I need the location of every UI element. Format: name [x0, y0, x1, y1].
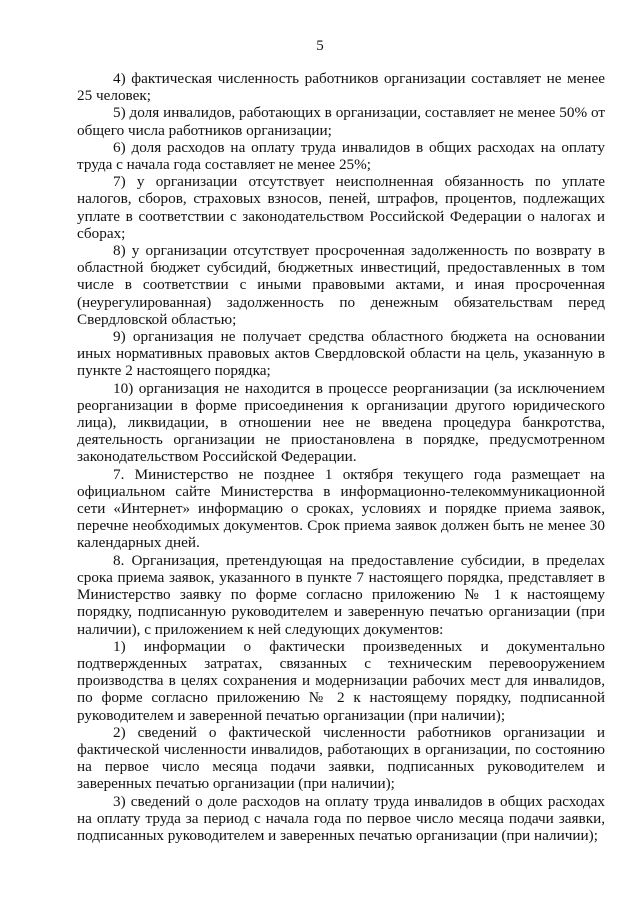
paragraph-item-9: 9) организация не получает средства областного бюджета на основании иных нормативных правовых актов Свердловской области на цель, указанную в пункте 2 настоящего порядка;: [77, 328, 605, 380]
paragraph-item-5: 5) доля инвалидов, работающих в организации, составляет не менее 50% от общего числа работников организации;: [77, 104, 605, 139]
page-number: 5: [316, 38, 324, 54]
paragraph-doc-item-2: 2) сведений о фактической численности работников организации и фактической численности инвалидов, работающих в организации, по состоянию на первое число месяца подачи заявки, подписанных руководителем и заверенных печатью организации (при наличии);: [77, 723, 605, 793]
paragraph-item-10: 10) организация не находится в процессе реорганизации (за исключением реорганизации в форме присоединения к организации другого юридического лица), ликвидации, в отношении нее не введена процедура банкротства, деятельность организации не приостановлена в порядке, предусмотренном законодательством Российской Федерации.: [77, 379, 605, 466]
paragraph-item-8: 8) у организации отсутствует просроченная задолженность по возврату в областной бюджет субсидий, бюджетных инвестиций, предоставленных в том числе в соответствии с иными правовыми актами, и иная просроченная (неурегулированная) задолженность по денежным обязательствам перед Свердловской областью;: [77, 242, 605, 328]
paragraph-item-6: 6) доля расходов на оплату труда инвалидов в общих расходах на оплату труда с начала года составляет не менее 25%;: [77, 138, 605, 174]
paragraph-doc-item-3: 3) сведений о доле расходов на оплату труда инвалидов в общих расходах на оплату труда за период с начала года по первое число месяца подачи заявки, подписанных руководителем и заверенных печатью организации (при наличии);: [77, 792, 605, 844]
paragraph-clause-8: 8. Организация, претендующая на предоставление субсидии, в пределах срока приема заявок, указанного в пункте 7 настоящего порядка, представляет в Министерство заявку по форме согласно приложению № 1 к настоящему порядку, подписанную руководителем и заверенную печатью организации (при наличии), с приложением к ней следующих документов:: [77, 551, 605, 638]
document-body: [77, 70, 605, 844]
paragraph-item-7: 7) у организации отсутствует неисполненная обязанность по уплате налогов, сборов, страховых взносов, пеней, штрафов, процентов, подлежащих уплате в соответствии с законодательством Российской Федерации о налогах и сборах;: [77, 173, 605, 242]
paragraph-clause-7: 7. Министерство не позднее 1 октября текущего года размещает на официальном сайте Министерства в информационно-телекоммуникационной сети «Интернет» информацию о сроках, условиях и порядке приема заявок, перечне необходимых документов. Срок приема заявок должен быть не менее 30 календарных дней.: [77, 465, 605, 552]
paragraph-item-4: 4) фактическая численность работников организации составляет не менее 25 человек;: [77, 70, 605, 105]
paragraph-doc-item-1: 1) информации о фактически произведенных и документально подтвержденных затратах, связанных с техническим перевооружением производства в целях сохранения и модернизации рабочих мест для инвалидов, по форме согласно приложению № 2 к настоящему порядку, подписанной руководителем и заверенной печатью организации (при наличии);: [77, 637, 605, 724]
